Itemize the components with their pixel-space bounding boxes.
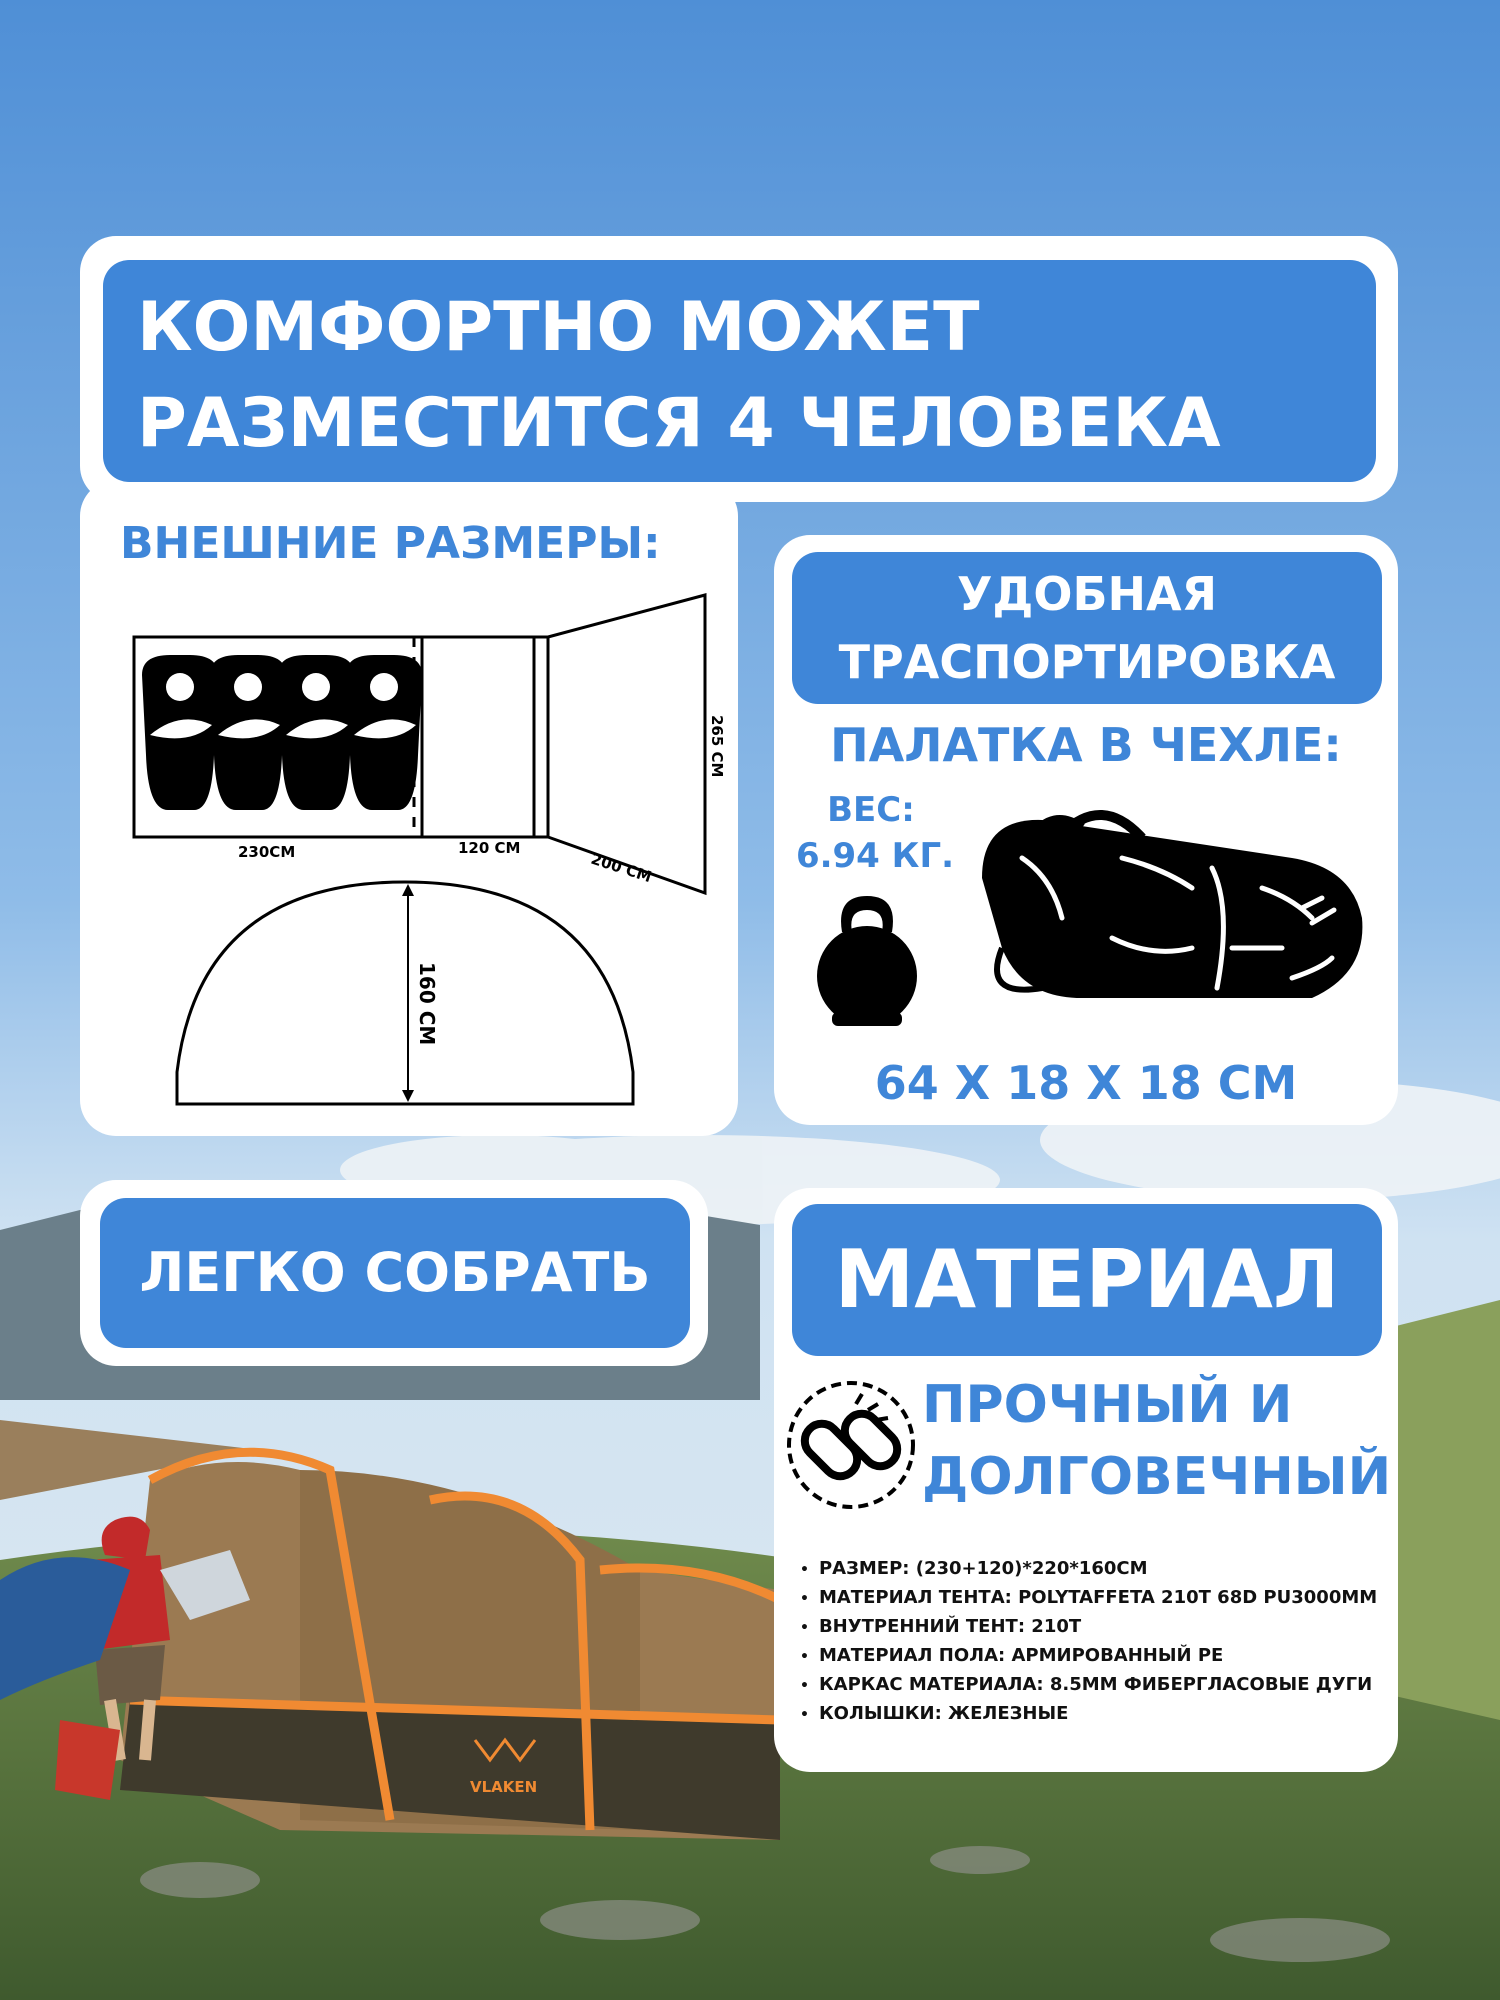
headline-band bbox=[103, 260, 1376, 482]
material-band bbox=[792, 1204, 1382, 1356]
spec-item: • ВНУТРЕННИЙ ТЕНТ: 210T bbox=[800, 1613, 1377, 1642]
spec-item: • МАТЕРИАЛ ПОЛА: АРМИРОВАННЫЙ PE bbox=[800, 1642, 1377, 1671]
label-200: 200 СМ bbox=[588, 849, 654, 887]
label-265: 265 СМ bbox=[708, 715, 726, 778]
durable-line-2: ДОЛГОВЕЧНЫЙ bbox=[922, 1447, 1392, 1507]
transport-band bbox=[792, 552, 1382, 704]
spec-item: • КАРКАС МАТЕРИАЛА: 8.5MM ФИБЕРГЛАСОВЫЕ ДУГИ bbox=[800, 1671, 1377, 1700]
bag-size: 64 X 18 X 18 CM bbox=[874, 1056, 1298, 1110]
tent-cross-section bbox=[170, 872, 640, 1122]
assembly-band bbox=[100, 1198, 690, 1348]
transport-title-line-2: ТРАСПОРТИРОВКА bbox=[838, 635, 1336, 689]
spec-item: • МАТЕРИАЛ ТЕНТА: POLYTAFFETA 210T 68D PU3000MM bbox=[800, 1584, 1377, 1613]
dimensions-heading: ВНЕШНИЕ РАЗМЕРЫ: bbox=[120, 518, 661, 569]
label-230: 230СМ bbox=[238, 843, 296, 861]
spec-item: • РАЗМЕР: (230+120)*220*160СМ bbox=[800, 1555, 1377, 1584]
kettlebell-icon bbox=[812, 892, 922, 1028]
carry-bag-icon bbox=[962, 798, 1382, 1018]
headline-line-2: РАЗМЕСТИТСЯ 4 ЧЕЛОВЕКА bbox=[137, 384, 1221, 463]
headline-line-1: КОМФОРТНО МОЖЕТ bbox=[137, 288, 980, 367]
material-title: МАТЕРИАЛ bbox=[834, 1233, 1340, 1326]
chain-link-icon bbox=[782, 1376, 920, 1514]
spec-item: • КОЛЫШКИ: ЖЕЛЕЗНЫЕ bbox=[800, 1700, 1377, 1729]
durable-line-1: ПРОЧНЫЙ И bbox=[922, 1375, 1293, 1435]
transport-subtitle: ПАЛАТКА В ЧЕХЛЕ: bbox=[830, 718, 1342, 772]
transport-title-line-1: УДОБНАЯ bbox=[956, 567, 1218, 621]
weight-value: 6.94 КГ. bbox=[795, 836, 955, 876]
assembly-label: ЛЕГКО СОБРАТЬ bbox=[139, 1241, 651, 1304]
label-120: 120 СМ bbox=[458, 839, 521, 857]
tent-logo: VLAKEN bbox=[470, 1778, 538, 1796]
tent-floor-plan bbox=[120, 585, 726, 905]
spec-list bbox=[800, 1555, 1377, 1729]
label-160: 160 СМ bbox=[415, 962, 439, 1046]
weight-label: ВЕС: bbox=[827, 790, 915, 830]
